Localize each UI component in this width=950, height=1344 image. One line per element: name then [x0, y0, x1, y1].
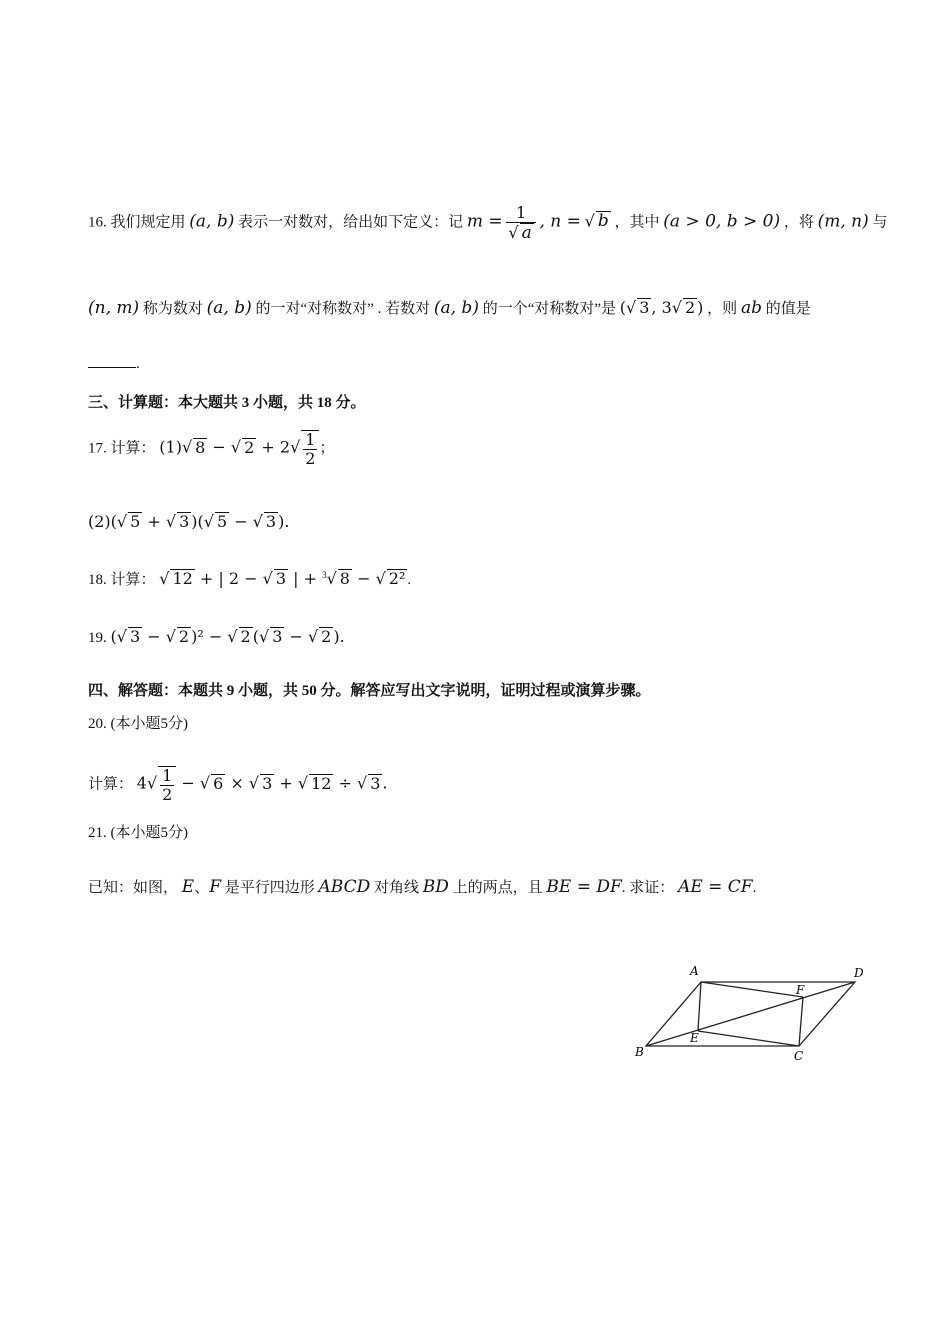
- q17-p1-op2: + 2: [256, 437, 291, 457]
- q19-op2: −: [284, 627, 308, 646]
- q21-text3: 对角线: [374, 880, 420, 896]
- q20-op2: ×: [225, 773, 249, 793]
- q20-expression: 计算： 4√ $\frac{1}{2}$ − √ 6 × √ 3 + √ 12 ÷ √ 3 .: [88, 766, 388, 804]
- q16-condition: (a > 0, b > 0): [663, 211, 781, 232]
- q20-frac-sqrt: [158, 766, 176, 803]
- q18-rad2: 3: [275, 569, 287, 588]
- q16-m-def: m =: [466, 211, 503, 232]
- q16-answer-blank-line: [88, 356, 140, 373]
- q17-p1-fden: 2: [305, 448, 316, 468]
- q19-line: 19. (√ 3 − √ 2 )² − √ 2 (√ 3 − √ 2 ).: [88, 627, 345, 646]
- q17-p2-rad4: 3: [265, 512, 277, 531]
- q20-end: .: [382, 773, 388, 793]
- q17-p2-rad2: 3: [179, 512, 190, 531]
- q18-rad4: 2²: [388, 569, 406, 588]
- q18-op3: −: [351, 569, 376, 588]
- q17-p2-op2: −: [229, 512, 253, 531]
- q16-line1: 16. 我们规定用 (a, b) 表示一对数对，给出如下定义：记 m = $\frac{1}{√ a}$ , n = √ b ，其中 (a > 0, b > 0) ，将 (m, n) 与: [88, 203, 888, 243]
- q17-p1-frac-sqrt: [301, 430, 319, 467]
- label-d: D: [854, 966, 864, 980]
- q16-text7: 的一对“对称数对”: [255, 301, 374, 317]
- q16-pair-ab3: (a, b): [433, 298, 479, 318]
- label-c: C: [794, 1049, 804, 1063]
- q16-text5: 与: [872, 214, 888, 231]
- label-f: F: [796, 983, 805, 997]
- q20-number: 20.: [88, 716, 107, 732]
- q16-pair-nm: (n, m): [88, 298, 140, 318]
- q16-ans-rad2: 2: [684, 298, 696, 317]
- q18-op2: | +: [288, 569, 323, 588]
- q16-ans-close: ): [697, 298, 704, 317]
- q21-score: (本小题5分): [110, 825, 188, 841]
- q21-bd: BD: [422, 877, 449, 897]
- q17-label: 计算：: [110, 440, 156, 457]
- q20-rad1: 6: [213, 773, 224, 793]
- q16-text11: 的值是: [765, 301, 811, 317]
- q20-rad3: 12: [311, 773, 332, 793]
- q19-rad3: 2: [240, 627, 251, 646]
- q16-ab: ab: [740, 298, 762, 318]
- q16-text8: . 若数对: [377, 301, 431, 317]
- q21-statement: [88, 876, 756, 897]
- q20-op1: −: [176, 773, 200, 793]
- q21-point-e: E: [181, 877, 195, 897]
- q17-number: 17.: [88, 440, 107, 457]
- q16-line2: (n, m) 称为数对 (a, b) 的一对“对称数对” . 若数对 (a, b) 的一个“对称数对”是 (√ 3 , 3√ 2 ) ，则 ab 的值是: [88, 298, 811, 318]
- q21-sep: 、: [194, 880, 210, 896]
- q19-rad5: 2: [321, 627, 332, 646]
- q16-ans-mid: , 3: [651, 298, 672, 317]
- q16-number: 16.: [88, 214, 107, 231]
- q17-p2-op1: +: [142, 512, 166, 531]
- q20-rad4: 3: [370, 773, 381, 793]
- label-b: B: [635, 1045, 644, 1059]
- q17-p1-end: ；: [319, 440, 335, 457]
- q21-text4: 上的两点，且: [452, 880, 543, 896]
- q16-pair-ab2: (a, b): [206, 298, 252, 318]
- q16-ans-rad1: 3: [639, 298, 650, 317]
- q16-n-rad: b: [597, 211, 609, 232]
- q16-fraction: $\frac{1}{√ a}$: [506, 203, 535, 243]
- q16-frac-num: 1: [506, 203, 535, 223]
- q19-close-sq: )² −: [191, 627, 228, 646]
- q16-answer-blank[interactable]: [88, 367, 136, 368]
- q21-text2: 是平行四边形: [224, 880, 315, 896]
- q17-part1: 17. 计算： (1)√ 8 − √ 2 + 2√ $\frac{1}{2}$ ；: [88, 430, 335, 468]
- q18-label: 计算：: [110, 572, 156, 588]
- section4-heading: 四、解答题：本题共 9 小题，共 50 分。解答应写出文字说明，证明过程或演算步骤。: [88, 683, 651, 699]
- q16-text1: 我们规定用: [110, 214, 186, 231]
- q20-label: 计算：: [88, 776, 134, 793]
- q18-end: .: [407, 572, 412, 588]
- q21-condition: BE = DF: [546, 877, 622, 897]
- segment-ec: [698, 1031, 799, 1046]
- q16-text4: ，将: [783, 214, 814, 231]
- q20-rad2: 3: [262, 773, 273, 793]
- q20-header: [88, 712, 188, 733]
- q16-text10: ，则: [707, 301, 738, 317]
- q19-rad2: 2: [178, 627, 190, 646]
- q18-line: 18. 计算： √ 12 + | 2 − √ 3 | + $^3$√ 8 − √ 2² .: [88, 569, 412, 588]
- q20-fnum: 1: [162, 766, 173, 785]
- q21-point-f: F: [209, 877, 221, 897]
- q18-rad1: 12: [172, 569, 193, 588]
- q17-p1-fnum: 1: [305, 430, 316, 449]
- q17-p1-rad1: 8: [195, 437, 206, 457]
- q17-part2: (2)(√ 5 + √ 3 )(√ 5 − √ 3 ).: [88, 512, 290, 531]
- q17-p1-rad2: 2: [244, 437, 255, 457]
- q17-p1-op1: −: [207, 437, 231, 457]
- parallelogram-figure: [628, 960, 878, 1070]
- q20-score: (本小题5分): [110, 716, 188, 732]
- q21-goal: AE = CF: [678, 877, 753, 897]
- q17-p2-mid: )(: [191, 512, 204, 531]
- q21-end: .: [752, 880, 757, 896]
- q16-text3: ，其中: [614, 214, 660, 231]
- q19-open2: (: [252, 627, 259, 646]
- q16-ans-open: (: [619, 298, 627, 317]
- section3-heading: 三、计算题：本大题共 3 小题，共 18 分。: [88, 395, 366, 411]
- q20-coef: 4: [136, 773, 147, 793]
- q17-part1-prefix: (1): [159, 437, 182, 457]
- q16-pair-ab: (a, b): [189, 211, 235, 232]
- q18-number: 18.: [88, 572, 107, 588]
- q17-p2-rad3: 5: [216, 512, 228, 531]
- q18-cube-index: 3: [322, 570, 327, 580]
- label-a: A: [690, 964, 699, 978]
- q18-rad3: 8: [339, 569, 350, 588]
- q21-number: 21.: [88, 825, 107, 841]
- q20-op4: ÷: [333, 773, 357, 793]
- q16-text9: 的一个“对称数对”是: [482, 301, 617, 317]
- q19-rad1: 3: [129, 627, 141, 646]
- q21-text5: . 求证：: [621, 880, 675, 896]
- q20-fden: 2: [162, 784, 173, 804]
- q18-op1: + | 2 −: [194, 569, 263, 588]
- label-e: E: [690, 1031, 699, 1045]
- segment-ae: [698, 982, 701, 1031]
- q21-abcd: ABCD: [318, 877, 371, 897]
- q16-text6: 称为数对: [142, 301, 203, 317]
- q21-header: [88, 821, 188, 842]
- q19-number: 19.: [88, 630, 107, 646]
- q16-frac-den: a: [521, 223, 532, 243]
- segment-cf: [799, 997, 803, 1046]
- q19-open: (: [110, 627, 117, 646]
- q16-pair-mn: (m, n): [817, 211, 869, 232]
- segment-af: [701, 982, 803, 997]
- q20-op3: +: [274, 773, 298, 793]
- q17-p2-rad1: 5: [130, 512, 141, 531]
- q19-rad4: 3: [272, 627, 283, 646]
- q17-part2-prefix: (2)(: [88, 512, 117, 531]
- diagonal-bd: [646, 982, 855, 1046]
- q17-p2-end: ).: [278, 512, 290, 531]
- q19-op1: −: [142, 627, 166, 646]
- q16-n-def: , n =: [539, 211, 581, 232]
- q16-text2: 表示一对数对，给出如下定义：记: [238, 214, 464, 231]
- q21-text1: 已知：如图，: [88, 880, 179, 896]
- q16-end: .: [136, 356, 140, 372]
- q19-end: ).: [333, 627, 345, 646]
